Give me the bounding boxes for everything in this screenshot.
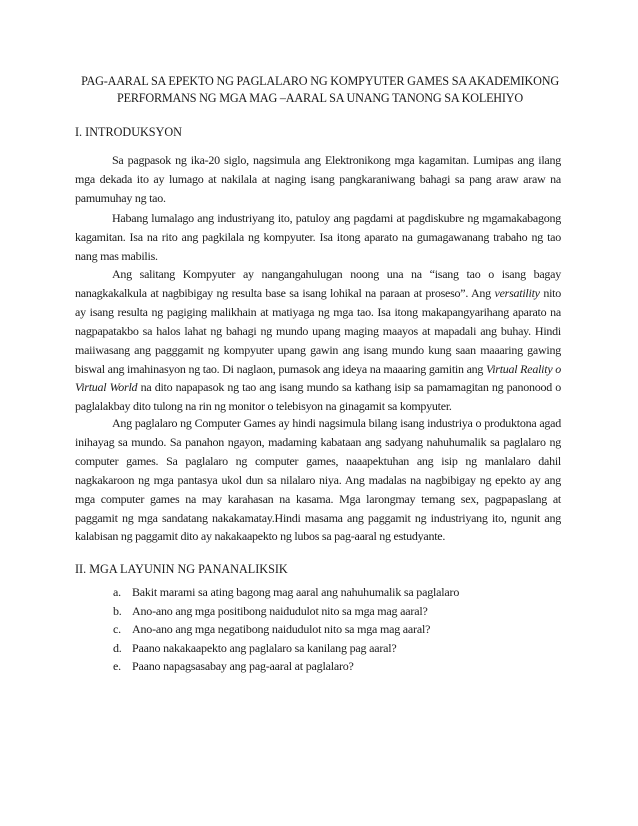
list-item (113, 657, 459, 676)
paragraph-1: Sa pagpasok ng ika-20 siglo, nagsimula ang Elektronikong mga kagamitan. Lumipas ang ilang mga dekada ito ay lumago at nakilala at naging isang pangkaraniwang bahagi sa pang araw araw na pamumuhay ng tao. (75, 153, 561, 205)
list-marker: d. (113, 640, 122, 655)
list-item (113, 583, 459, 602)
list-marker: b. (113, 603, 122, 618)
paragraph-3-text-b: nito ay isang resulta ng pagiging malikhain at matiyaga ng mga tao. Isa itong makapangyarihang aparato na nagpapatakbo sa halos lahat ng bahagi ng mundo upang maging maayos at mapadali ang buhay. Hindi maiiwasang ang pagggamit ng kompyuter upang gawin ang isang mundo kung saan maaaring gawing biswal ang imahinasyon ng tao. Di naglaon, pumasok ang ideya na maaaring gamitin ang (75, 285, 561, 376)
paragraph-3-text-a: Ang salitang Kompyuter ay nangangahulugan noong una na “isang tao o isang bagay nanagkakalkula at nagbibigay ng resulta base sa isang lohikal na paraan at proseso”. Ang (75, 267, 561, 300)
list-item-text: Bakit marami sa ating bagong mag aaral ang nahuhumalik sa paglalaro (132, 585, 460, 599)
paragraph-3-emphasis-virtual-reality: Virtual Reality o Virtual World (75, 361, 561, 395)
list-item-text: Paano napagsasabay ang pag-aaral at paglalaro? (132, 659, 354, 673)
list-item (113, 620, 459, 639)
paragraph-3-text-c: na dito napapasok ng tao ang isang mundo sa kathang isip sa pamamagitan ng panonood o paglalakbay dito tulong na rin ng monitor o telebisyon na ginagamit sa kompyuter. (75, 380, 562, 414)
list-item (113, 602, 459, 621)
list-item (113, 639, 459, 658)
paragraph-4: Ang paglalaro ng Computer Games ay hindi nagsimula bilang isang industriya o produktona agad inihayag sa mundo. Sa panahon ngayon, madaming kabataan ang sadyang nahuhumalik sa paglalaro ng computer games. Sa paglalaro ng computer games, naaapektuhan ang isip ng manlalaro dahil nagkakaroon ng mga pantasya ukol dun sa nilalaro niya. Ang madalas na nagbibigay ng epekto ay ang mga computer games na may karahasan na kasama. Mga larongmay temang sex, pagpapaslang at paggamit ng mga sandatang nakakamatay.Hindi masama ang paggamit ng industriyang ito, ngunit ang kalabisan ng paggamit dito ay nakakaapekto ng lubos sa pag-aaral ng estudyante. (75, 416, 561, 544)
document-title: PAG-AARAL SA EPEKTO NG PAGLALARO NG KOMPYUTER GAMES SA AKADEMIKONG PERFORMANS NG MGA MAG –AARAL SA UNANG TANONG SA KOLEHIYO (81, 74, 559, 105)
list-marker: e. (113, 659, 121, 673)
paragraph-3-emphasis-versatility: versatility (494, 285, 540, 300)
list-marker: a. (113, 585, 121, 599)
list-item-text: Paano nakakaapekto ang paglalaro sa kanilang pag aaral? (132, 640, 397, 655)
list-item-text: Ano-ano ang mga negatibong naidudulot nito sa mga mag aaral? (132, 622, 431, 636)
section-heading-introduction: I. INTRODUKSYON (75, 125, 182, 139)
section-heading-objectives: II. MGA LAYUNIN NG PANANALIKSIK (75, 562, 288, 576)
list-item-text: Ano-ano ang mga positibong naidudulot nito sa mga mag aaral? (132, 603, 428, 618)
objectives-list (113, 583, 459, 676)
list-marker: c. (113, 622, 121, 636)
paragraph-2: Habang lumalago ang industriyang ito, patuloy ang pagdami at pagdiskubre ng mgamakabagong kagamitan. Isa na rito ang pagkilala ng kompyuter. Isa itong aparato na gumagawanang trabaho ng tao nang mas mabilis. (75, 211, 561, 263)
paragraph-3 (75, 265, 561, 416)
